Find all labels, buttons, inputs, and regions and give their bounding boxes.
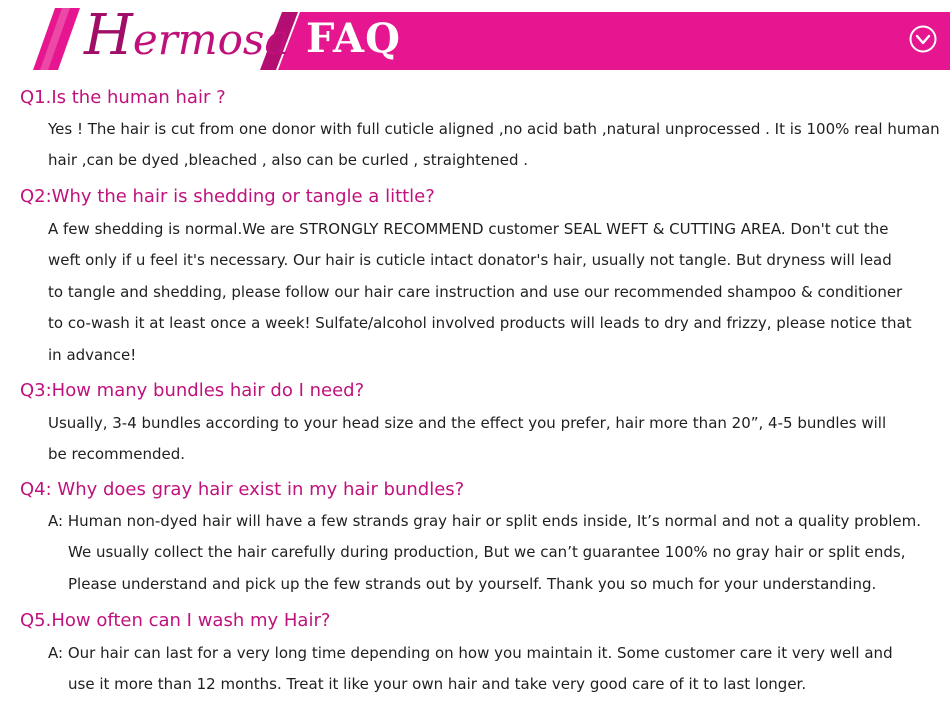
brand-logo bbox=[84, 3, 290, 68]
faq-answer-5-line-1: A: Our hair can last for a very long time depending on how you maintain it. Some customer care it very well and bbox=[48, 644, 893, 662]
expand-button[interactable] bbox=[908, 24, 938, 54]
faq-question-2: Q2:Why the hair is shedding or tangle a little? bbox=[20, 186, 435, 207]
faq-answer-4-line-1: A: Human non-dyed hair will have a few strands gray hair or split ends inside, It’s normal and not a quality problem. bbox=[48, 512, 922, 530]
faq-answer-3-line-2: be recommended. bbox=[48, 445, 186, 463]
faq-answer-1-line-2: hair ,can be dyed ,bleached , also can be curled , straightened . bbox=[48, 151, 529, 169]
faq-question-1: Q1.Is the human hair ? bbox=[20, 87, 226, 108]
page-title: FAQ bbox=[306, 15, 401, 62]
faq-answer-2-line-2: weft only if u feel it's necessary. Our hair is cuticle intact donator's hair, usually not tangle. But dryness will lead bbox=[48, 251, 892, 269]
faq-answer-2-line-4: to co-wash it at least once a week! Sulfate/alcohol involved products will leads to dry and frizzy, please notice that bbox=[48, 314, 912, 332]
chevron-down-circle-icon bbox=[908, 24, 938, 54]
faq-answer-1-line-1: Yes ! The hair is cut from one donor with full cuticle aligned ,no acid bath ,natural unprocessed . It is 100% real human bbox=[48, 120, 940, 138]
faq-question-3: Q3:How many bundles hair do I need? bbox=[20, 380, 365, 401]
faq-answer-2-line-5: in advance! bbox=[48, 346, 137, 364]
faq-answer-5-line-2: use it more than 12 months. Treat it like your own hair and take very good care of it to last longer. bbox=[68, 675, 807, 693]
faq-answer-4-line-3: Please understand and pick up the few strands out by yourself. Thank you so much for your understanding. bbox=[68, 575, 877, 593]
faq-answer-2-line-3: to tangle and shedding, please follow our hair care instruction and use our recommended shampoo & conditioner bbox=[48, 283, 903, 301]
faq-answer-3-line-1: Usually, 3-4 bundles according to your head size and the effect you prefer, hair more than 20”, 4-5 bundles will bbox=[48, 414, 887, 432]
faq-question-5: Q5.How often can I wash my Hair? bbox=[20, 610, 331, 631]
brand-logo-initial: H bbox=[84, 3, 133, 68]
faq-answer-2-line-1: A few shedding is normal.We are STRONGLY RECOMMEND customer SEAL WEFT & CUTTING AREA. Don't cut the bbox=[48, 220, 889, 238]
faq-banner bbox=[0, 0, 950, 80]
faq-answer-4-line-2: We usually collect the hair carefully during production, But we can’t guarantee 100% no gray hair or split ends, bbox=[68, 543, 906, 561]
faq-question-4: Q4: Why does gray hair exist in my hair bundles? bbox=[20, 479, 465, 500]
brand-logo-rest: ermosa bbox=[132, 15, 290, 64]
